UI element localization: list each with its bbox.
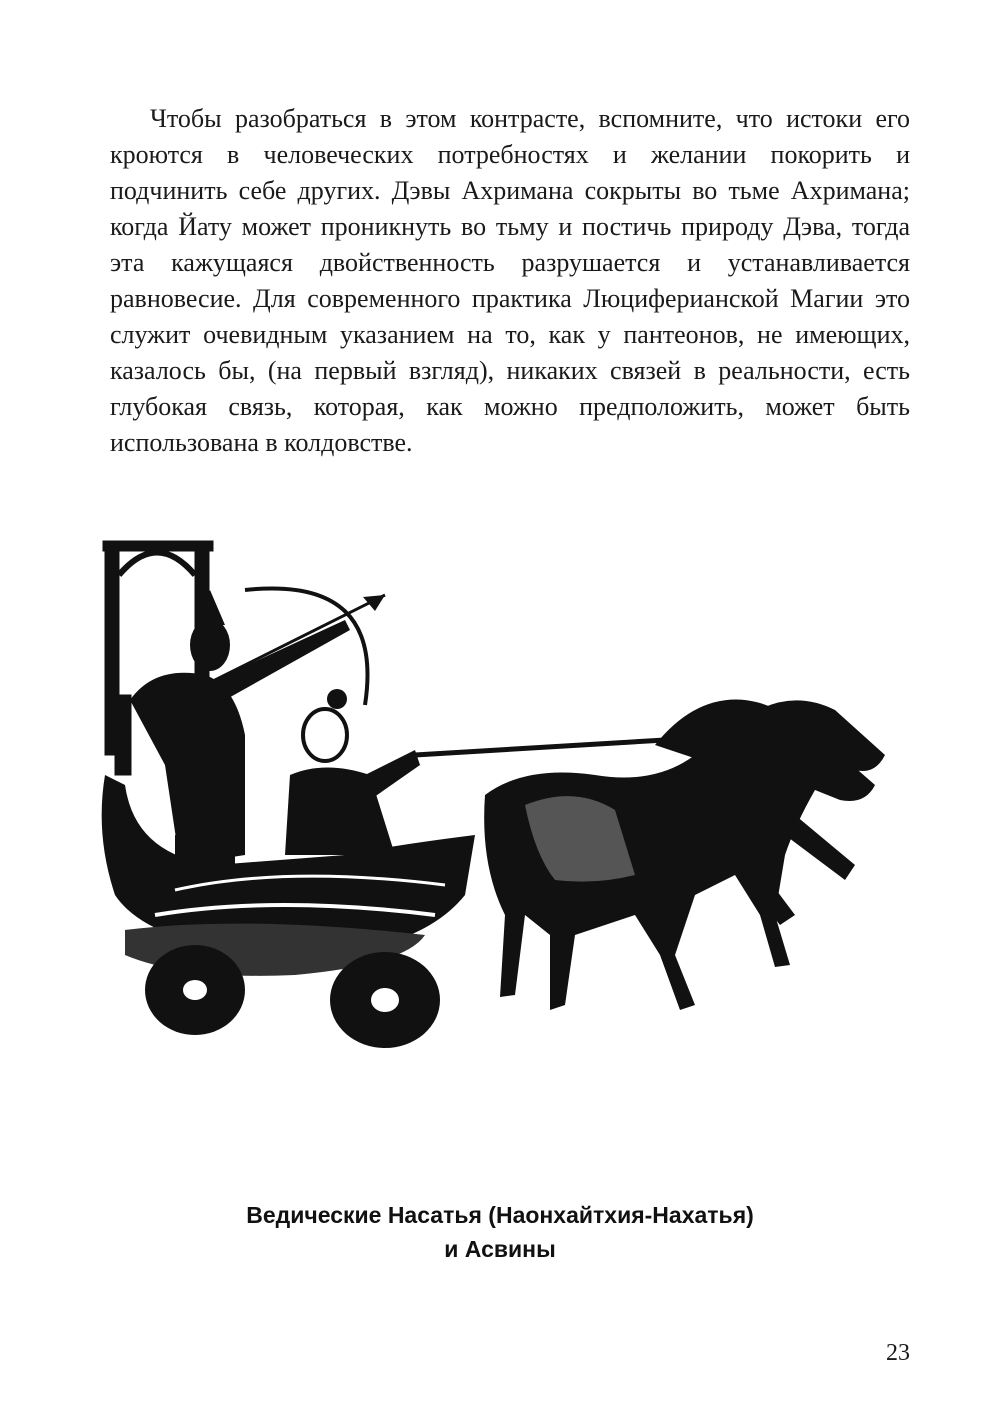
charioteer-figure [285, 689, 420, 855]
caption-line-1: Ведические Насатья (Наонхайтхия-Нахатья) [246, 1202, 754, 1228]
chariot-illustration [95, 535, 905, 1075]
arrow [205, 595, 385, 685]
page-number: 23 [886, 1340, 910, 1366]
reins [415, 740, 665, 755]
figure-caption [0, 1198, 1000, 1266]
caption-line-2: и Асвины [444, 1236, 556, 1262]
body-paragraph: Чтобы разобраться в этом контрасте, вспомните, что истоки его кроются в человеческих потребностях и желании покорить и подчинить себе других. Дэвы Ахримана сокрыты во тьме Ахримана; когда Йату может проникнуть во тьму и постичь природу Дэва, тогда эта кажущаяся двойственность разрушается и устанавливается равновесие. Для современного практика Люциферианской Магии это служит очевидным указанием на то, как у пантеонов, не имеющих, казалось бы, (на первый взгляд), никаких связей в реальности, есть глубокая связь, которая, как можно предположить, может быть использована в колдовстве. [110, 104, 910, 457]
